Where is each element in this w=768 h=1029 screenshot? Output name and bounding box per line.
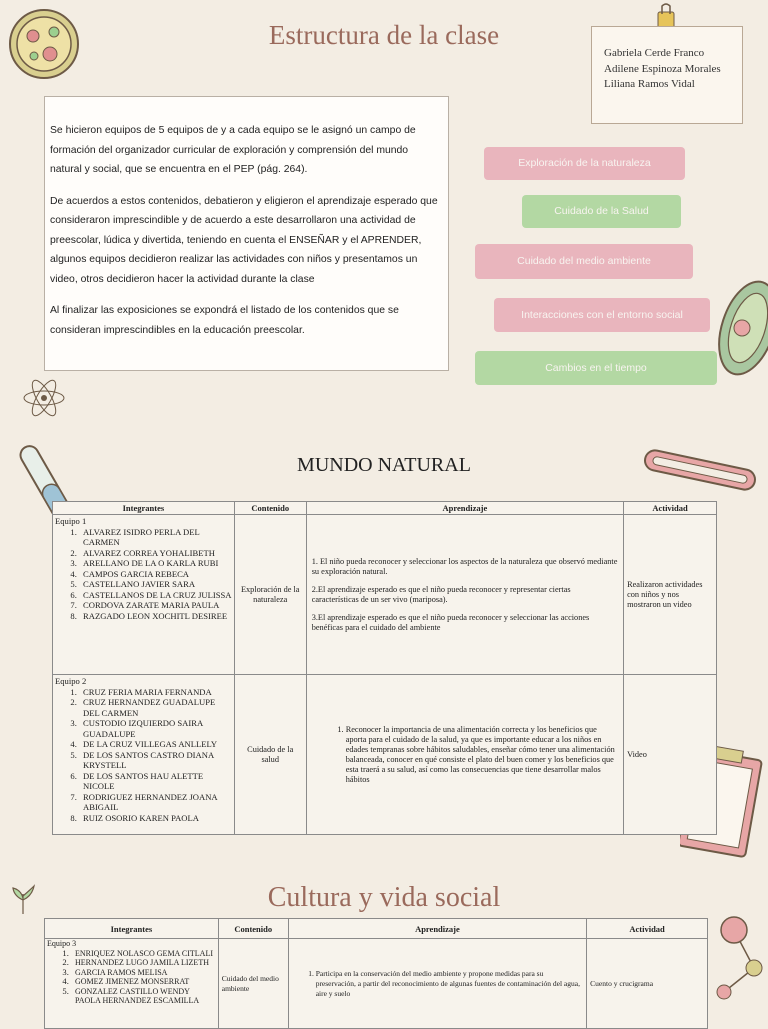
column-header: Contenido (234, 502, 306, 515)
activity-cell: Realizaron actividades con niños y nos mostraron un video (624, 515, 717, 675)
team-label: Equipo 1 (55, 516, 87, 526)
topic-pill: Interacciones con el entorno social (494, 298, 710, 332)
learning-item: 1. Participa en la conservación del medio ambiente y propone medidas para su preservación, a partir del reconocimiento de algunas fuentes de contaminación del agua, aire y suelo (316, 969, 581, 999)
topic-pill: Cuidado de la Salud (522, 195, 681, 228)
table-row (53, 515, 717, 675)
topic-pill: Cuidado del medio ambiente (475, 244, 693, 279)
member-item: 2. ALVAREZ CORREA YOHALIBETH (79, 548, 232, 559)
column-header: Integrantes (53, 502, 235, 515)
cultura-table (44, 918, 708, 1029)
activity-cell: Video (624, 675, 717, 835)
intro-text-box (44, 96, 449, 371)
member-item: 4. DE LA CRUZ VILLEGAS ANLLELY (79, 739, 232, 750)
team-label: Equipo 3 (47, 939, 77, 948)
activity-cell: Cuento y crucigrama (587, 939, 708, 1029)
team-members-cell (53, 515, 235, 675)
member-item: 2. HERNANDEZ LUGO JAMILA LIZETH (71, 958, 216, 968)
content-cell: Exploración de la naturaleza (234, 515, 306, 675)
table-row (53, 675, 717, 835)
member-item: 5. DE LOS SANTOS CASTRO DIANA KRYSTELL (79, 750, 232, 771)
page-title: Estructura de la clase (268, 20, 500, 50)
author-name: Adilene Espinoza Morales (604, 62, 721, 75)
member-item: 4. CAMPOS GARCIA REBECA (79, 569, 232, 580)
member-item: 1. ALVAREZ ISIDRO PERLA DEL CARMEN (79, 527, 232, 548)
topic-pill: Cambios en el tiempo (475, 351, 717, 385)
intro-paragraph: De acuerdos a estos contenidos, debatieron y eligieron el aprendizaje esperado que consideraron imprescindible y de acuerdo a este desarrollaron una actividad de preescolar, lúdica y divertida, teniendo en cuenta el ENSEÑAR y el APRENDER, algunos equipos decidieron realizar las actividades con niños y presentamos un video, otros decidieron hacer la actividad durante la clase (50, 195, 438, 285)
member-item: 1. ENRIQUEZ NOLASCO GEMA CITLALI (71, 949, 216, 959)
intro-paragraph: Se hicieron equipos de 5 equipos de y a cada equipo se le asignó un campo de formación del organizador curricular de exploración y comprensión del mundo natural y social, que se encuentra en el PEP (pág. 264). (50, 125, 416, 175)
column-header: Integrantes (45, 919, 219, 939)
member-item: 3. CUSTODIO IZQUIERDO SAIRA GUADALUPE (79, 718, 232, 739)
member-item: 1. CRUZ FERIA MARIA FERNANDA (79, 687, 232, 698)
learning-cell (306, 675, 623, 835)
column-header: Aprendizaje (306, 502, 623, 515)
member-item: 5. GONZALEZ CASTILLO WENDY PAOLA HERNANDEZ ESCAMILLA (71, 987, 216, 1005)
member-item: 6. CASTELLANOS DE LA CRUZ JULISSA (79, 590, 232, 601)
learning-cell (306, 515, 623, 675)
table-row (45, 939, 708, 1029)
authors-card (591, 26, 743, 124)
learning-item: 3.El aprendizaje esperado es que el niño pueda reconocer y seleccionar las acciones benéficas para el cuidado del ambiente (311, 612, 590, 632)
member-item: 8. RUIZ OSORIO KAREN PAOLA (79, 813, 232, 824)
member-item: 8. RAZGADO LEON XOCHITL DESIREE (79, 611, 232, 622)
column-header: Actividad (587, 919, 708, 939)
member-item: 5. CASTELLANO JAVIER SARA (79, 579, 232, 590)
learning-item: 1. El niño pueda reconocer y seleccionar los aspectos de la naturaleza que observó mediante su exploración natural. (311, 556, 618, 576)
content-cell: Cuidado del medio ambiente (218, 939, 288, 1029)
member-item: 4. GOMEZ JIMENEZ MONSERRAT (71, 977, 216, 987)
section-title: Cultura y vida social (267, 882, 501, 913)
author-name: Gabriela Cerde Franco (604, 47, 705, 59)
content-cell: Cuidado de la salud (234, 675, 306, 835)
member-item: 7. CORDOVA ZARATE MARIA PAULA (79, 600, 232, 611)
team-members-cell (53, 675, 235, 835)
section-title: MUNDO NATURAL (297, 454, 471, 476)
column-header: Actividad (624, 502, 717, 515)
table-header-row (53, 502, 717, 515)
team-label: Equipo 2 (55, 676, 87, 686)
molecule-illustration (708, 908, 768, 1004)
column-header: Aprendizaje (288, 919, 586, 939)
column-header: Contenido (218, 919, 288, 939)
table-header-row (45, 919, 708, 939)
member-item: 6. DE LOS SANTOS HAU ALETTE NICOLE (79, 771, 232, 792)
atom-icon (20, 374, 68, 422)
intro-paragraph: Al finalizar las exposiciones se expondrá el listado de los contenidos que se consideran imprescindibles en la educación preescolar. (50, 305, 399, 336)
member-item: 3. GARCIA RAMOS MELISA (71, 968, 216, 978)
member-item: 2. CRUZ HERNANDEZ GUADALUPE DEL CARMEN (79, 697, 232, 718)
mundo-natural-table (52, 501, 717, 835)
topic-pill: Exploración de la naturaleza (484, 147, 685, 180)
learning-cell (288, 939, 586, 1029)
team-members-cell (45, 939, 219, 1029)
learning-item: 2.El aprendizaje esperado es que el niño pueda reconocer y representar ciertas características de un ser vivo (mariposa). (311, 584, 571, 604)
author-name: Liliana Ramos Vidal (604, 78, 695, 90)
member-item: 7. RODRIGUEZ HERNANDEZ JOANA ABIGAIL (79, 792, 232, 813)
member-item: 3. ARELLANO DE LA O KARLA RUBI (79, 558, 232, 569)
learning-item: 1. Reconocer la importancia de una alimentación correcta y los beneficios que aporta para el cuidado de la salud, ya que es importante educar a los niños en edades tempranas sobre hábitos saludables, enseñar cómo tener una alimentación balanceada, conocer en qué consiste el plato del buen comer y los beneficios que esta traerá a su salud, así como las consecuencias que tiene desarrollar malos hábitos (346, 725, 618, 785)
bacteria-illustration (708, 270, 768, 390)
